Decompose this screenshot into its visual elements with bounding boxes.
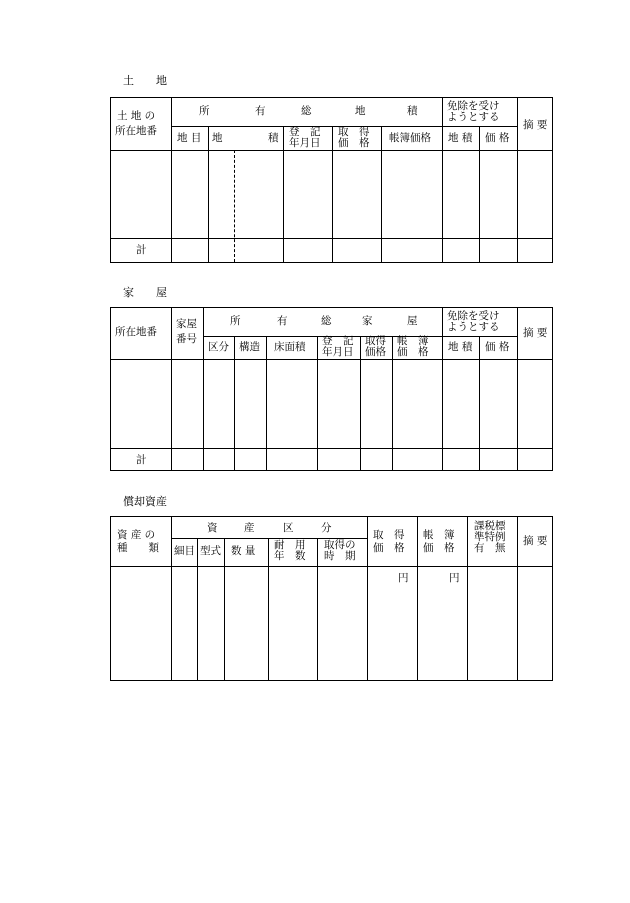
depreciable-sub-jiki: 取得の <box>324 539 356 551</box>
land-group-char: 積 <box>407 105 418 117</box>
house-vline <box>442 308 443 470</box>
land-group-char: 有 <box>255 105 266 117</box>
house-vline <box>360 336 361 470</box>
depreciable-col-boka2: 価 格 <box>423 542 455 554</box>
depreciable-sub-katashiki: 型式 <box>200 545 221 557</box>
land-sub-chiseki-l: 地 <box>212 132 223 144</box>
depreciable-yen-unit: 円 <box>449 572 460 584</box>
house-section-title: 家 屋 <box>123 286 167 299</box>
land-sub-boka: 帳簿価格 <box>389 132 431 144</box>
house-table <box>110 307 553 471</box>
land-total-label: 計 <box>136 244 147 256</box>
depreciable-col-kind2: 種 類 <box>117 542 159 554</box>
land-col-location2: 所在地番 <box>115 125 157 137</box>
depreciable-col-tokurei2: 準特例 <box>474 531 506 543</box>
house-group-char: 家 <box>362 315 373 327</box>
house-sub-ex-kakaku: 価 格 <box>485 341 510 353</box>
depreciable-col-shutoku2: 価 格 <box>373 542 405 554</box>
land-group-char: 地 <box>355 105 366 117</box>
land-exempt-label2: ようとする <box>447 111 500 123</box>
house-sub-boka2: 価 格 <box>397 346 429 358</box>
house-vline <box>392 336 393 470</box>
house-group-char: 所 <box>230 315 241 327</box>
house-sub-kouzou: 構造 <box>239 341 260 353</box>
depreciable-vline <box>224 538 225 680</box>
house-col-summary: 摘 要 <box>523 327 548 339</box>
land-vline <box>442 98 443 262</box>
depreciable-col-tokurei3: 有 無 <box>474 542 506 554</box>
house-vline <box>317 336 318 470</box>
land-dashed-vline <box>234 150 235 262</box>
house-sub-touki: 登 記 <box>322 335 354 347</box>
land-vline <box>208 126 209 262</box>
land-vline <box>332 126 333 262</box>
land-col-location: 土 地 の <box>117 110 156 122</box>
house-vline <box>479 336 480 470</box>
depreciable-group-char: 資 <box>207 522 218 534</box>
depreciable-vline <box>517 517 518 680</box>
depreciable-col-boka: 帳 簿 <box>423 529 455 541</box>
land-group-char: 総 <box>301 105 312 117</box>
house-group-char: 屋 <box>407 315 418 327</box>
house-total-label: 計 <box>136 454 147 466</box>
land-group-char: 所 <box>199 105 210 117</box>
depreciable-col-kind: 資 産 の <box>117 529 156 541</box>
depreciable-header-bottom <box>111 566 552 567</box>
depreciable-vline <box>417 517 418 680</box>
house-vline <box>266 336 267 470</box>
land-sub-shutoku2: 価 格 <box>338 137 370 149</box>
house-vline <box>517 308 518 470</box>
house-vline <box>171 308 172 470</box>
land-sub-shutoku: 取 得 <box>338 126 370 138</box>
house-sub-shutoku: 取得 <box>365 335 386 347</box>
house-header-bottom <box>111 359 552 360</box>
depreciable-yen-unit: 円 <box>398 572 409 584</box>
land-table <box>110 97 553 263</box>
house-col-num2: 番号 <box>176 333 197 345</box>
house-sub-shutoku2: 価格 <box>365 346 386 358</box>
depreciable-group-char: 産 <box>244 522 255 534</box>
house-vline <box>203 308 204 470</box>
house-sub-boka: 帳 簿 <box>397 335 429 347</box>
land-vline <box>283 126 284 262</box>
house-sub-yuka: 床面積 <box>274 341 306 353</box>
depreciable-vline <box>467 517 468 680</box>
land-section-title: 土 地 <box>123 74 167 87</box>
land-sub-chimoku: 地 目 <box>177 132 202 144</box>
house-vline <box>234 336 235 470</box>
land-vline <box>479 126 480 262</box>
land-exempt-label: 免除を受け <box>447 100 500 112</box>
land-sub-chiseki-r: 積 <box>268 132 279 144</box>
depreciable-col-shutoku: 取 得 <box>373 529 405 541</box>
depreciable-sub-taiyou2: 年 数 <box>274 550 306 562</box>
house-total-line <box>111 448 552 449</box>
depreciable-sub-jiki2: 時 期 <box>324 550 356 562</box>
land-vline <box>381 126 382 262</box>
depreciable-section-title: 償却資産 <box>123 495 167 508</box>
house-col-location: 所在地番 <box>115 326 157 338</box>
land-sub-touki: 登 記 <box>289 126 321 138</box>
depreciable-sub-suryo: 数 量 <box>231 545 256 557</box>
house-group-char: 有 <box>277 315 288 327</box>
depreciable-vline <box>268 538 269 680</box>
house-sub-kubun: 区分 <box>208 341 229 353</box>
depreciable-sub-saimoku: 細目 <box>174 545 195 557</box>
land-vline <box>517 98 518 262</box>
depreciable-vline <box>317 538 318 680</box>
land-vline <box>171 98 172 262</box>
house-col-num: 家屋 <box>176 318 197 330</box>
depreciable-table <box>110 516 553 681</box>
depreciable-col-tokurei: 課税標 <box>474 520 506 532</box>
land-col-summary: 摘 要 <box>523 119 548 131</box>
depreciable-group-char: 分 <box>321 522 332 534</box>
depreciable-group-char: 区 <box>283 522 294 534</box>
house-sub-touki2: 年月日 <box>322 346 354 358</box>
depreciable-vline <box>171 517 172 680</box>
depreciable-sub-taiyou: 耐 用 <box>274 539 306 551</box>
house-sub-ex-chiseki: 地 積 <box>448 341 473 353</box>
house-exempt-label2: ようとする <box>447 321 500 333</box>
land-sub-ex-chiseki: 地 積 <box>448 132 473 144</box>
depreciable-vline <box>197 538 198 680</box>
land-sub-touki2: 年月日 <box>289 137 321 149</box>
house-exempt-label: 免除を受け <box>447 310 500 322</box>
house-group-char: 総 <box>321 315 332 327</box>
depreciable-vline <box>367 517 368 680</box>
depreciable-col-summary: 摘 要 <box>523 535 548 547</box>
land-sub-ex-kakaku: 価 格 <box>485 132 510 144</box>
